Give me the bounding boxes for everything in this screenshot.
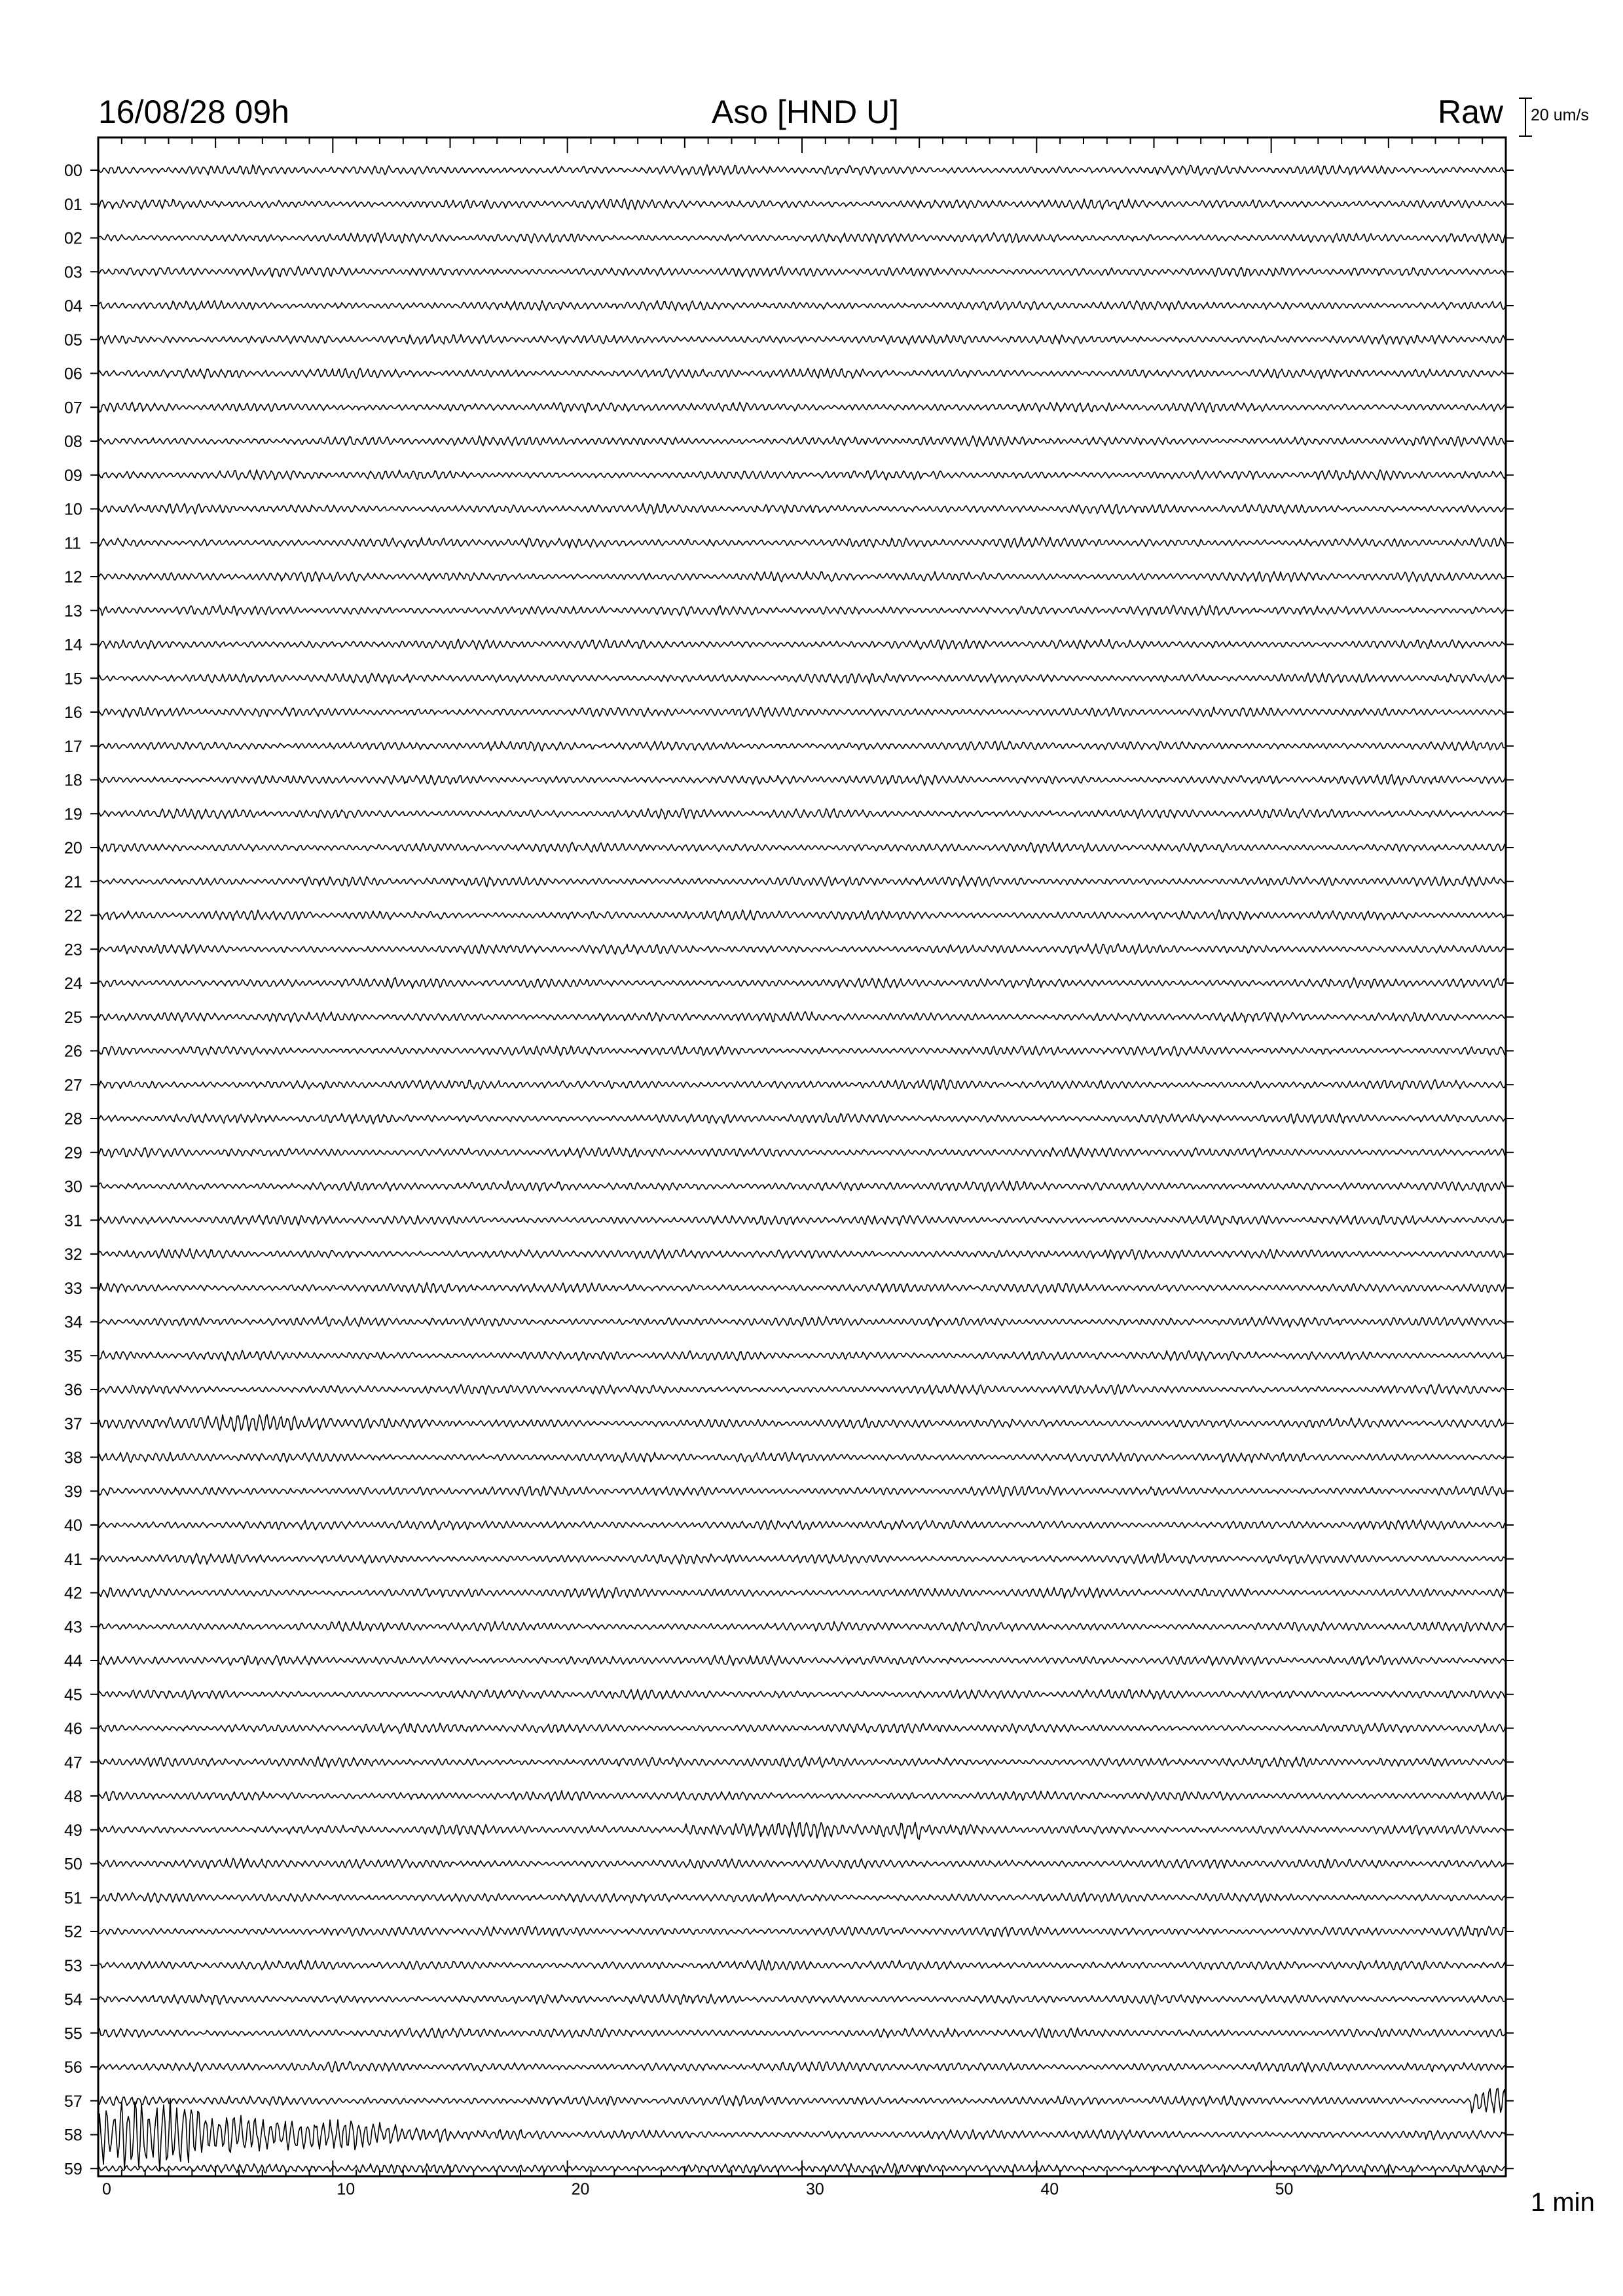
- trace-row-21: [98, 876, 1506, 887]
- trace-row-45: [98, 1689, 1506, 1700]
- row-label: 18: [64, 771, 82, 790]
- trace-row-09: [98, 470, 1506, 480]
- trace-row-16: [98, 707, 1506, 717]
- row-label: 14: [64, 636, 82, 655]
- row-label: 34: [64, 1313, 82, 1332]
- trace-row-49: [98, 1822, 1506, 1839]
- row-label: 27: [64, 1076, 82, 1095]
- row-label: 05: [64, 331, 82, 350]
- row-label: 11: [64, 534, 81, 553]
- row-label: 54: [64, 1990, 82, 2009]
- trace-row-56: [98, 2062, 1506, 2072]
- trace-row-18: [98, 775, 1506, 785]
- row-label: 49: [64, 1821, 82, 1840]
- row-label: 35: [64, 1347, 82, 1366]
- trace-row-43: [98, 1621, 1506, 1632]
- trace-row-57: [98, 2089, 1506, 2113]
- row-label: 09: [64, 466, 82, 485]
- trace-row-20: [98, 842, 1506, 853]
- row-label: 03: [64, 263, 82, 282]
- trace-row-06: [98, 368, 1506, 379]
- row-label: 30: [64, 1177, 82, 1196]
- row-label: 36: [64, 1381, 82, 1399]
- row-label: 41: [64, 1550, 82, 1569]
- row-label: 51: [64, 1889, 82, 1908]
- trace-row-54: [98, 1994, 1506, 2005]
- trace-row-47: [98, 1757, 1506, 1768]
- trace-row-55: [98, 2028, 1506, 2037]
- row-label: 13: [64, 601, 82, 620]
- x-tick-label: 20: [571, 2180, 590, 2198]
- trace-row-40: [98, 1520, 1506, 1530]
- row-label: 59: [64, 2160, 82, 2179]
- row-label: 29: [64, 1143, 82, 1162]
- x-tick-labels: [102, 2180, 1293, 2198]
- trace-row-04: [98, 300, 1506, 310]
- trace-row-03: [98, 266, 1506, 277]
- row-label: 48: [64, 1787, 82, 1806]
- row-label: 02: [64, 229, 82, 248]
- trace-row-12: [98, 571, 1506, 582]
- row-label: 33: [64, 1279, 82, 1298]
- row-label: 20: [64, 839, 82, 857]
- date-hour-title: 16/08/28 09h: [98, 94, 289, 130]
- trace-row-14: [98, 639, 1506, 649]
- row-label: 31: [64, 1211, 82, 1230]
- row-label: 39: [64, 1482, 82, 1501]
- row-label: 43: [64, 1618, 82, 1637]
- trace-row-46: [98, 1723, 1506, 1734]
- row-label: 55: [64, 2024, 82, 2043]
- trace-row-11: [98, 537, 1506, 548]
- mode-label: Raw: [1437, 94, 1503, 130]
- x-tick-label: 40: [1040, 2180, 1059, 2198]
- trace-row-25: [98, 1012, 1506, 1023]
- row-label: 32: [64, 1246, 82, 1264]
- x-tick-label: 10: [337, 2180, 356, 2198]
- row-label: 37: [64, 1414, 82, 1433]
- row-label: 04: [64, 297, 82, 315]
- amplitude-scale-label: 20 um/s: [1531, 106, 1589, 124]
- row-label: 24: [64, 975, 82, 993]
- trace-row-58: [98, 2099, 1506, 2172]
- row-label: 26: [64, 1042, 82, 1061]
- trace-row-34: [98, 1317, 1506, 1327]
- row-label: 52: [64, 1923, 82, 1941]
- trace-row-07: [98, 403, 1506, 413]
- row-label: 58: [64, 2126, 82, 2145]
- x-tick-label: 30: [806, 2180, 824, 2198]
- row-label: 01: [64, 195, 82, 214]
- trace-row-42: [98, 1588, 1506, 1599]
- scale-bar: [1519, 98, 1532, 136]
- trace-row-38: [98, 1452, 1506, 1463]
- trace-row-19: [98, 808, 1506, 819]
- x-axis-unit-label: 1 min: [1531, 2188, 1595, 2217]
- row-label: 08: [64, 433, 82, 451]
- trace-row-10: [98, 503, 1506, 514]
- x-tick-label: 50: [1275, 2180, 1294, 2198]
- row-label: 06: [64, 365, 82, 384]
- trace-row-30: [98, 1181, 1506, 1191]
- row-labels: [64, 162, 1514, 2178]
- trace-row-32: [98, 1249, 1506, 1260]
- row-label: 40: [64, 1516, 82, 1535]
- row-label: 46: [64, 1719, 82, 1738]
- row-label: 07: [64, 399, 82, 418]
- row-label: 50: [64, 1855, 82, 1874]
- row-label: 21: [64, 872, 82, 891]
- seismic-traces: [98, 165, 1506, 2174]
- row-label: 28: [64, 1110, 82, 1128]
- row-label: 17: [64, 737, 82, 756]
- row-label: 57: [64, 2092, 82, 2111]
- row-label: 45: [64, 1685, 82, 1704]
- trace-row-17: [98, 741, 1506, 751]
- trace-row-05: [98, 334, 1506, 345]
- trace-row-36: [98, 1384, 1506, 1394]
- row-label: 42: [64, 1584, 82, 1603]
- trace-row-26: [98, 1046, 1506, 1056]
- trace-row-01: [98, 199, 1506, 209]
- trace-row-52: [98, 1926, 1506, 1937]
- trace-row-02: [98, 233, 1506, 243]
- trace-row-13: [98, 605, 1506, 616]
- trace-row-37: [98, 1414, 1506, 1431]
- row-label: 25: [64, 1008, 82, 1027]
- trace-row-51: [98, 1893, 1506, 1903]
- trace-row-27: [98, 1079, 1506, 1090]
- trace-row-22: [98, 910, 1506, 921]
- x-tick-label: 0: [102, 2180, 111, 2198]
- station-title: Aso [HND U]: [711, 94, 900, 130]
- trace-row-41: [98, 1554, 1506, 1564]
- row-label: 15: [64, 670, 82, 689]
- trace-row-28: [98, 1113, 1506, 1124]
- row-label: 12: [64, 568, 82, 586]
- row-label: 10: [64, 500, 82, 519]
- trace-row-24: [98, 978, 1506, 989]
- row-label: 23: [64, 941, 82, 960]
- trace-row-44: [98, 1655, 1506, 1666]
- trace-row-15: [98, 673, 1506, 683]
- trace-row-00: [98, 165, 1506, 175]
- trace-row-23: [98, 944, 1506, 954]
- trace-row-08: [98, 436, 1506, 446]
- row-label: 19: [64, 805, 82, 824]
- row-label: 53: [64, 1956, 82, 1975]
- row-label: 56: [64, 2058, 82, 2077]
- row-label: 38: [64, 1448, 82, 1467]
- trace-row-29: [98, 1147, 1506, 1158]
- row-label: 47: [64, 1753, 82, 1772]
- row-label: 00: [64, 162, 82, 180]
- trace-row-33: [98, 1282, 1506, 1293]
- trace-row-48: [98, 1791, 1506, 1801]
- trace-row-50: [98, 1858, 1506, 1869]
- row-label: 44: [64, 1652, 82, 1670]
- trace-row-31: [98, 1215, 1506, 1225]
- trace-row-35: [98, 1350, 1506, 1361]
- trace-row-53: [98, 1960, 1506, 1971]
- row-label: 16: [64, 704, 82, 722]
- trace-row-39: [98, 1486, 1506, 1496]
- row-label: 22: [64, 906, 82, 925]
